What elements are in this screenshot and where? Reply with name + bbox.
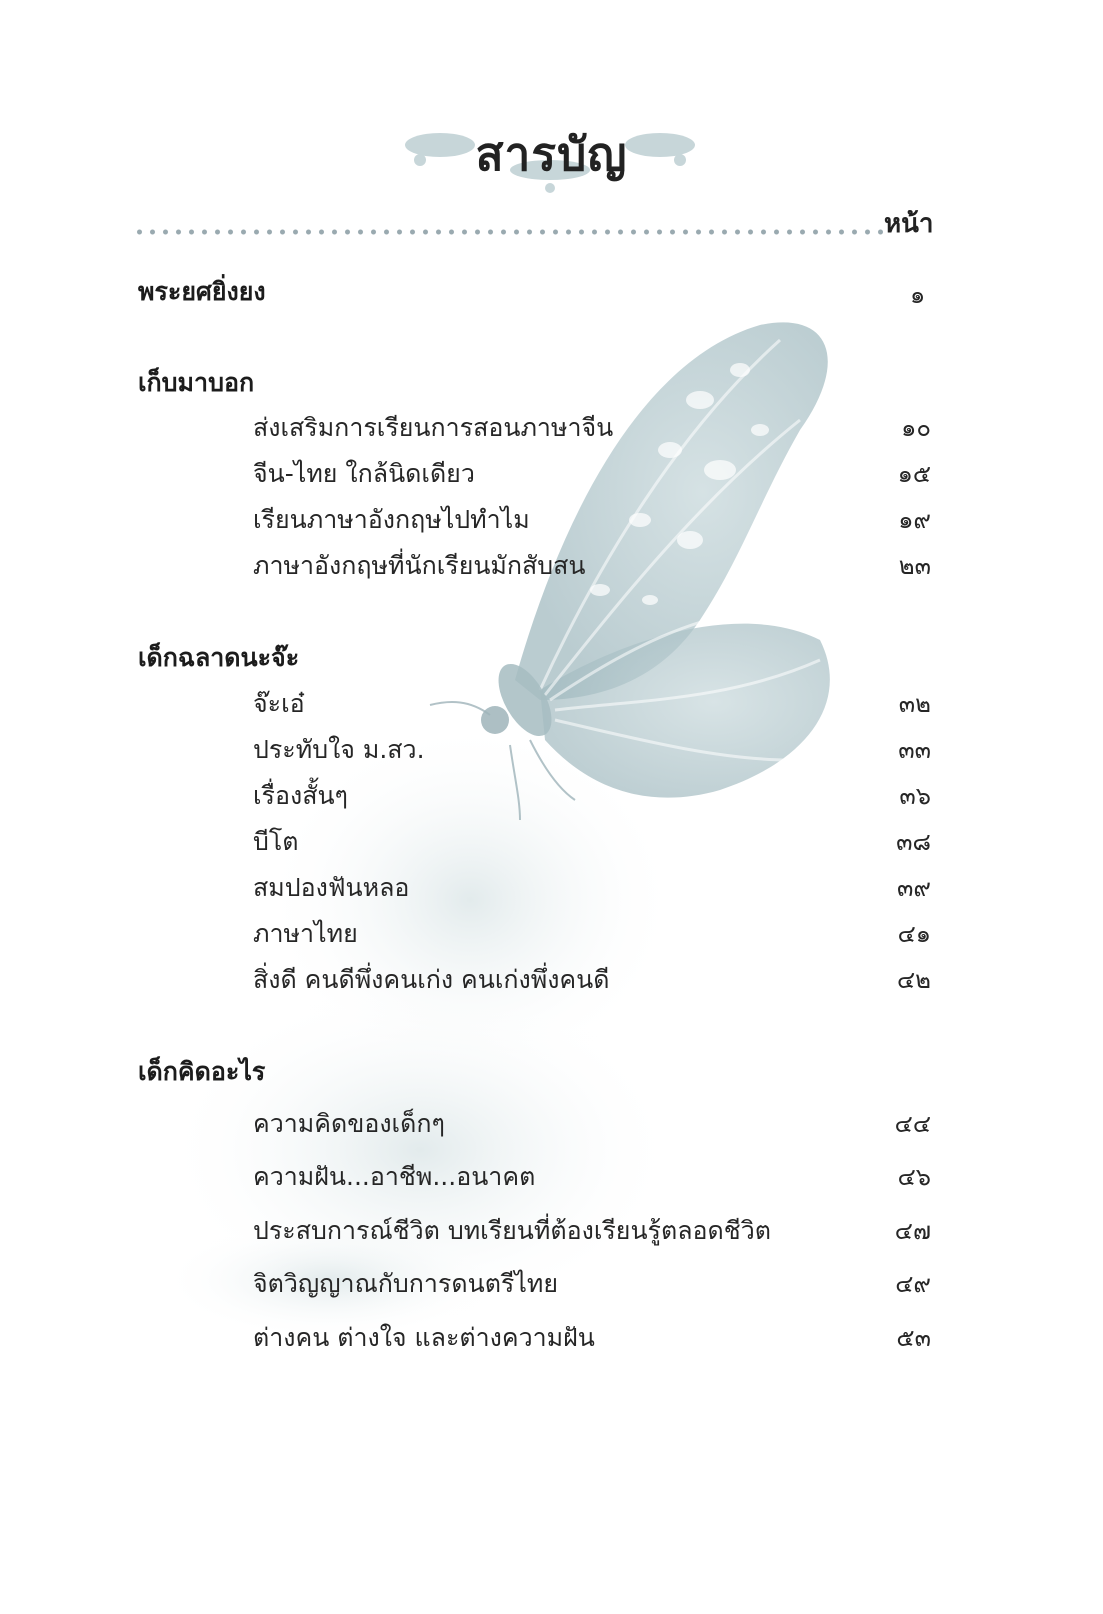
toc-entry [0, 1318, 1103, 1356]
entry-page-number: ๔๒ [897, 966, 931, 994]
entry-page-number: ๔๙ [895, 1270, 931, 1298]
toc-entry [0, 454, 1103, 492]
entry-title: จีน-ไทย ใกล้นิดเดียว [253, 459, 475, 488]
entry-page-number: ๔๗ [894, 1217, 931, 1245]
entry-title: เรื่องสั้นๆ [253, 781, 348, 810]
toc-entry [0, 684, 1103, 722]
entry-title: ความคิดของเด็กๆ [253, 1109, 445, 1138]
entry-title: ภาษาอังกฤษที่นักเรียนมักสับสน [253, 551, 586, 580]
entry-title: เรียนภาษาอังกฤษไปทำไม [253, 505, 530, 534]
entry-title: ส่งเสริมการเรียนการสอนภาษาจีน [253, 413, 614, 442]
entry-page-number: ๑๕ [897, 460, 931, 488]
toc-entry [0, 960, 1103, 998]
entry-page-number: ๓๘ [896, 828, 931, 856]
entry-page-number: ๕๓ [896, 1324, 931, 1352]
dotted-leader-rule [133, 228, 883, 236]
entry-title: ประสบการณ์ชีวิต บทเรียนที่ต้องเรียนรู้ตลอดชีวิต [253, 1216, 772, 1245]
entry-page-number: ๒๓ [898, 552, 931, 580]
section-page-number: ๑ [910, 281, 926, 309]
toc-entry [0, 822, 1103, 860]
toc-entry [0, 868, 1103, 906]
toc-entry [0, 546, 1103, 584]
toc-entry [0, 408, 1103, 446]
entry-title: ภาษาไทย [253, 919, 358, 948]
entry-page-number: ๔๔ [894, 1110, 931, 1138]
toc-entry [0, 776, 1103, 814]
section-title: เด็กคิดอะไร [138, 1057, 266, 1086]
entry-page-number: ๑๐ [901, 414, 931, 442]
entry-page-number: ๓๒ [898, 690, 931, 718]
section-title: เด็กฉลาดนะจ๊ะ [138, 643, 300, 672]
page-column-heading: หน้า [884, 209, 934, 239]
entry-title: บีโต [253, 827, 299, 856]
toc-entry [0, 1211, 1103, 1249]
toc-entry [0, 1157, 1103, 1195]
entry-title: ความฝัน...อาชีพ...อนาคต [253, 1162, 536, 1191]
title-block [0, 110, 1103, 200]
entry-page-number: ๓๓ [898, 736, 931, 764]
toc-entry [0, 500, 1103, 538]
entry-page-number: ๔๖ [897, 1163, 931, 1191]
entry-title: จิตวิญญาณกับการดนตรีไทย [253, 1269, 559, 1298]
page-title: สารบัญ [475, 127, 628, 181]
entry-title: ประทับใจ ม.สว. [253, 735, 425, 764]
entry-title: สมปองฟันหลอ [253, 873, 410, 902]
entry-title: จ๊ะเอ๋ [253, 689, 305, 718]
section-title: พระยศยิ่งยง [138, 277, 266, 306]
entry-page-number: ๑๙ [898, 506, 931, 534]
entry-page-number: ๓๖ [899, 782, 931, 810]
entry-page-number: ๔๑ [897, 920, 931, 948]
toc-entry [0, 1264, 1103, 1302]
entry-page-number: ๓๙ [897, 874, 931, 902]
entry-title: ต่างคน ต่างใจ และต่างความฝัน [253, 1323, 595, 1352]
toc-entry [0, 914, 1103, 952]
section-title: เก็บมาบอก [138, 368, 255, 397]
toc-entry [0, 1104, 1103, 1142]
entry-title: สิ่งดี คนดีพึ่งคนเก่ง คนเก่งพึ่งคนดี [253, 965, 610, 994]
toc-entry [0, 730, 1103, 768]
